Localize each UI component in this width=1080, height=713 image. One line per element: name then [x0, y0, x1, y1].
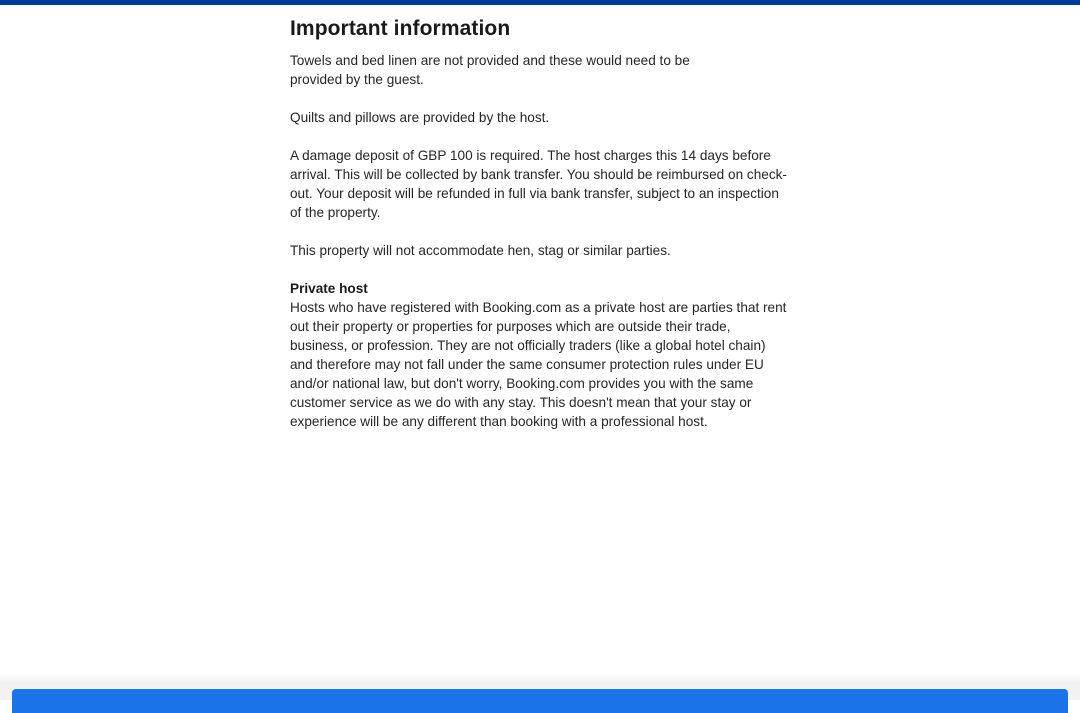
- important-information-section: [290, 14, 790, 450]
- damage-deposit-paragraph: A damage deposit of GBP 100 is required. The host charges this 14 days before arrival. This will be collected by bank transfer. You should be reimbursed on check-out. Your deposit will be refunded in full via bank transfer, subject to an inspection of the property.: [290, 148, 787, 220]
- towels-linen-paragraph: Towels and bed linen are not provided and these would need to be provided by the guest.: [290, 53, 690, 87]
- parties-policy-paragraph: This property will not accommodate hen, stag or similar parties.: [290, 243, 671, 258]
- footer-shadow: [0, 672, 1080, 684]
- top-header-bar: [0, 0, 1080, 5]
- reserve-button[interactable]: [12, 689, 1068, 713]
- private-host-heading: Private host: [290, 281, 368, 296]
- private-host-paragraph: Hosts who have registered with Booking.com as a private host are parties that rent out their property or properties for purposes which are outside their trade, business, or profession. They are not officially traders (like a global hotel chain) and therefore may not fall under the same consumer protection rules under EU and/or national law, but don't worry, Booking.com provides you with the same customer service as we do with any stay. This doesn't mean that your stay or experience will be any different than booking with a professional host.: [290, 300, 787, 429]
- section-title: Important information: [290, 17, 511, 40]
- private-host-block: [290, 279, 790, 431]
- quilts-pillows-paragraph: Quilts and pillows are provided by the host.: [290, 110, 550, 125]
